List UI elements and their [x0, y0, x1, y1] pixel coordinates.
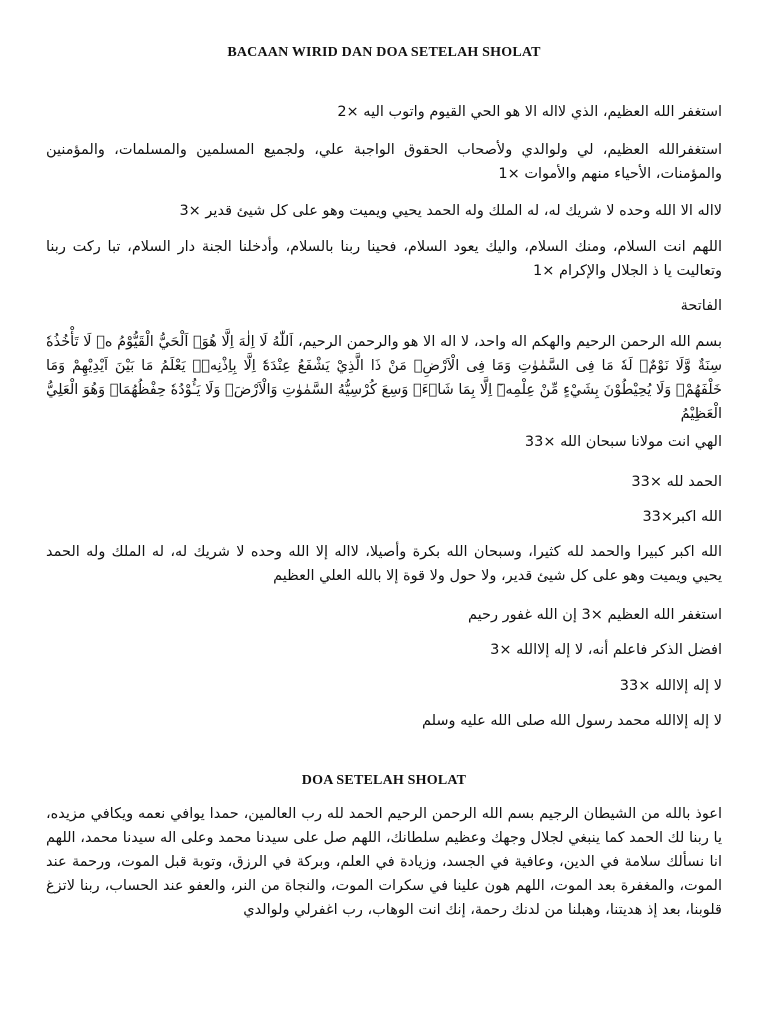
wirid-istighfar-walidain: استغفرالله العظيم، لي ولوالدي ولأصحاب الحقوق الواجبة علي، ولجميع المسلمين والمسلمات، والمؤمنين والمؤمنات، الأحياء منهم والأموات ×1: [46, 142, 722, 182]
wirid-al-fatihah: الفاتحة: [680, 298, 722, 314]
wirid-takbir: الله اكبر×33: [642, 509, 722, 525]
wirid-syahadat: لا إله إلاالله محمد رسول الله صلى الله عليه وسلم: [421, 713, 722, 729]
wirid-istighfar: استغفر الله العظيم، الذي لااله الا هو الحي القيوم واتوب اليه ×2: [337, 104, 722, 120]
wirid-allahu-akbar-kabira: الله اكبر كبيرا والحمد لله كثيرا، وسبحان الله بكرة وأصيلا، لااله إلا الله وحده لا شريك له، له الملك وله الحمد يحيي ويميت وهو على كل شيئ قدير، ولا حول ولا قوة إلا بالله العلي العظيم: [46, 544, 722, 584]
wirid-la-ilaha-33: لا إله إلاالله ×33: [619, 678, 722, 694]
wirid-afdhal-dzikr: افضل الذكر فاعلم أنه، لا إله إلاالله ×3: [490, 642, 722, 658]
wirid-istighfar-3: استغفر الله العظيم ×3 إن الله غفور رحيم: [467, 607, 722, 623]
wirid-tahmid: الحمد لله ×33: [631, 474, 722, 490]
doa-heading: DOA SETELAH SHOLAT: [301, 773, 467, 788]
wirid-tahlil: لااله الا الله وحده لا شريك له، له الملك وله الحمد يحيي ويميت وهو على كل شيئ قدير ×3: [179, 203, 722, 219]
wirid-heading: BACAAN WIRID DAN DOA SETELAH SHOLAT: [227, 45, 541, 60]
wirid-tasbih: الهي انت مولانا سبحان الله ×33: [524, 434, 722, 450]
wirid-allahumma-antas-salam: اللهم انت السلام، ومنك السلام، واليك يعود السلام، فحينا ربنا بالسلام، وأدخلنا الجنة دار السلام، تبا ركت ربنا وتعاليت يا ذ الجلال والإكرام ×1: [46, 239, 722, 279]
doa-body: اعوذ بالله من الشيطان الرجيم بسم الله الرحمن الرحيم الحمد لله رب العالمين، حمدا يوافي نعمه ويكافي مزيده، يا ربنا لك الحمد كما ينبغي لجلال وجهك وعظيم سلطانك، اللهم صل على سيدنا محمد وعلى اله سيدنا محمد، اللهم انا نسألك سلامة في الدين، وعافية في الجسد، وزيادة في العلم، وبركة في الرزق، وتوبة قبل الموت، ورحمة عند الموت، والمغفرة بعد الموت، اللهم هون علينا في سكرات الموت، والنجاة من النر، والعفو عند الحساب، ربنا لاتزغ قلوبنا، بعد إذ هديتنا، وهبلنا من لدنك رحمة، إنك انت الوهاب، رب اغفرلي ولوالدي: [46, 806, 722, 918]
wirid-ayat-kursi: بسم الله الرحمن الرحيم والهكم اله واحد، لا اله الا هو والرحمن الرحيم، اَللّٰهُ لَا اِلٰهَ اِلَّا هُوَۚ اَلْحَيُّ الْقَيُّوْمُ ەۚ لَا تَأْخُذُهٗ سِنَةٌ وَّلَا نَوْمٌۗ لَهٗ مَا فِى السَّمٰوٰتِ وَمَا فِى الْاَرْضِۗ مَنْ ذَا الَّذِيْ يَشْفَعُ عِنْدَهٗٓ اِلَّا بِاِذْنِهٖۗ يَعْلَمُ مَا بَيْنَ اَيْدِيْهِمْ وَمَا خَلْفَهُمْۚ وَلَا يُحِيْطُوْنَ بِشَيْءٍ مِّنْ عِلْمِهٖٓ اِلَّا بِمَا شَاۤءَۚ وَسِعَ كُرْسِيُّهُ السَّمٰوٰتِ وَالْاَرْضَۚ وَلَا يَـُٔوْدُهٗ حِفْظُهُمَاۚ وَهُوَ الْعَلِيُّ الْعَظِيْمُ: [46, 334, 722, 422]
